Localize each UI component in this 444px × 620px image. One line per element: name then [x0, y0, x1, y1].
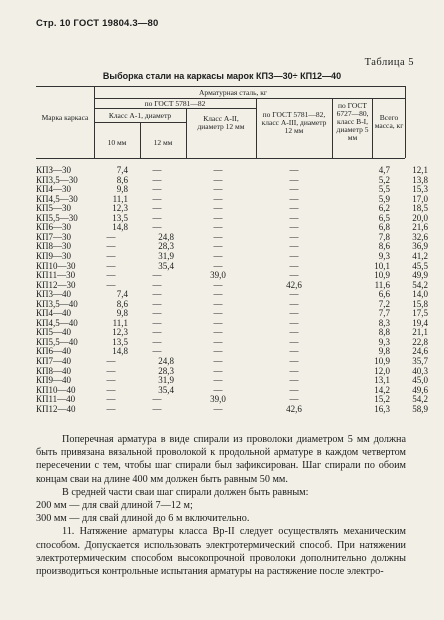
table-cell: 36,9 [412, 241, 428, 252]
table-cell: 8,8 [378, 327, 390, 338]
table-row [36, 203, 428, 214]
table-row [36, 298, 428, 309]
cell-mark: КП3,5—30 [36, 174, 78, 185]
table-row [36, 270, 428, 281]
cell-mark: КП4—40 [36, 308, 72, 319]
col-d12: 12 мм [153, 138, 173, 147]
table-cell: — [213, 317, 223, 328]
table-cell: 12,0 [374, 365, 390, 376]
table-title: Выборка стали на каркасы марок КПЗ—30÷ КП12—40 [102, 71, 342, 81]
table-cell: 19,4 [412, 317, 428, 328]
cell-mark: КП11—40 [36, 394, 76, 405]
table-cell: — [152, 346, 162, 357]
paragraph: 11. Натяжение арматуры класса Вр-II следует осуществлять механическим способом. Допускается использовать электротермический способ. При натяжении электротермическим способом высокопрочной проволоки дополнительно должны производиться контрольные испытания арматуры на растяжение после электро- [36, 526, 406, 578]
table-row [36, 317, 428, 328]
table-cell: — [213, 241, 223, 252]
table-row [36, 346, 428, 357]
table-cell: 4,7 [378, 165, 390, 175]
table-cell: 24,8 [158, 231, 174, 242]
table-cell: 7,2 [378, 298, 390, 309]
table-cell: — [289, 336, 299, 347]
table-cell: — [152, 165, 162, 175]
table-cell: — [213, 193, 223, 204]
table-cell: — [213, 250, 223, 261]
cell-mark: КП4,5—30 [36, 193, 78, 204]
table-cell: — [289, 231, 299, 242]
table-cell: — [152, 403, 162, 414]
table-cell: 16,3 [374, 403, 390, 414]
table-cell: 5,9 [378, 193, 390, 204]
table-cell: 45,5 [412, 260, 428, 271]
table-cell: — [289, 260, 299, 271]
table-cell: — [213, 203, 223, 214]
table-row [36, 394, 428, 405]
table-row [36, 279, 428, 290]
table-cell: 45,0 [412, 375, 428, 386]
table-cell: — [106, 241, 116, 252]
table-cell: 39,0 [210, 270, 226, 281]
col-class-a1: Класс А-1, диаметр [108, 111, 172, 120]
cell-mark: КП10—30 [36, 260, 76, 271]
table-row [36, 260, 428, 271]
table-row [36, 231, 428, 242]
table-cell: — [152, 203, 162, 214]
cell-mark: КП11—30 [36, 270, 76, 281]
table-cell: 24,6 [412, 346, 428, 357]
table-cell: — [289, 193, 299, 204]
table-cell: — [152, 308, 162, 319]
table-cell: 6,6 [378, 289, 390, 300]
paragraph: Поперечная арматура в виде спирали из проволоки диаметром 5 мм должна быть привязана вязальной проволокой к продольной арматуре в каждом четвертом пересечении с тем, чтобы шаг спирали был зафиксирован. Шаг спирали по обоим концам сваи на длине 400 мм должен быть равным 50 мм. [36, 434, 406, 485]
table-row [36, 403, 428, 414]
table-cell: — [289, 356, 299, 366]
table-cell: 42,6 [286, 403, 302, 414]
table-cell: 21,1 [412, 327, 428, 338]
table-cell: 7,8 [378, 231, 390, 242]
table-row [36, 222, 428, 233]
table-cell: 9,8 [116, 308, 128, 319]
cell-mark: КП4—30 [36, 184, 72, 195]
table-cell: — [213, 212, 223, 223]
table-row [36, 336, 428, 347]
cell-mark: КП7—30 [36, 231, 72, 242]
table-cell: 5,5 [378, 184, 390, 195]
table-cell: 12,1 [412, 165, 428, 175]
table-cell: 22,8 [412, 336, 428, 347]
table-cell: — [289, 212, 299, 223]
table-cell: 14,8 [112, 346, 128, 357]
table-row [36, 375, 428, 386]
table-cell: 13,5 [112, 212, 128, 223]
table-cell: — [289, 270, 299, 281]
table-cell: — [106, 279, 116, 290]
paragraph: 200 мм — для свай длиной 7—12 м; [36, 500, 193, 512]
table-row [36, 193, 428, 204]
table-cell: — [213, 184, 223, 195]
cell-mark: КП3,5—40 [36, 298, 78, 309]
table-cell: — [152, 270, 162, 281]
cell-mark: КП6—40 [36, 346, 72, 357]
table-cell: 7,4 [116, 165, 128, 175]
table-cell: — [289, 241, 299, 252]
table-cell: — [213, 403, 223, 414]
table-cell: 17,5 [412, 308, 428, 319]
table-row [36, 241, 428, 252]
table-cell: 15,2 [374, 394, 390, 405]
table-cell: — [152, 193, 162, 204]
table-cell: — [213, 327, 223, 338]
table-cell: 5,2 [378, 174, 390, 185]
cell-mark: КП5—40 [36, 327, 72, 338]
table-cell: 21,6 [412, 222, 428, 233]
table-cell: — [213, 260, 223, 271]
cell-mark: КП9—30 [36, 250, 72, 261]
table-cell: 31,9 [158, 250, 174, 261]
table-cell: — [289, 203, 299, 214]
table-cell: 54,2 [412, 279, 428, 290]
table-cell: — [289, 375, 299, 386]
paragraph: 300 мм — для свай длиной до 6 м включительно. [36, 513, 250, 525]
table-cell: 35,4 [158, 384, 174, 395]
table-cell: — [152, 174, 162, 185]
table-cell: — [106, 250, 116, 261]
table-cell: — [289, 174, 299, 185]
table-cell: — [152, 222, 162, 233]
table-cell: — [152, 317, 162, 328]
table-cell: — [213, 365, 223, 376]
table-cell: — [106, 375, 116, 386]
table-cell: — [289, 184, 299, 195]
table-cell: — [152, 279, 162, 290]
table-cell: 39,0 [210, 394, 226, 405]
table-cell: 11,1 [112, 317, 128, 328]
table-cell: 13,1 [374, 375, 390, 386]
table-cell: 32,6 [412, 231, 428, 242]
cell-mark: КП12—30 [36, 279, 76, 290]
table-row [36, 174, 428, 185]
table-cell: — [152, 336, 162, 347]
table-cell: 31,9 [158, 375, 174, 386]
table-cell: — [289, 317, 299, 328]
table-cell: — [152, 289, 162, 300]
table-cell: — [213, 174, 223, 185]
table-cell: — [289, 327, 299, 338]
table-cell: 8,3 [378, 317, 390, 328]
cell-mark: КП10—40 [36, 384, 76, 395]
table-cell: — [213, 222, 223, 233]
table-cell: 11,1 [112, 193, 128, 204]
table-cell: 28,3 [158, 241, 174, 252]
table-cell: 8,6 [116, 174, 128, 185]
table-cell: 49,6 [412, 384, 428, 395]
table-cell: — [106, 403, 116, 414]
table-row [36, 327, 428, 338]
table-cell: — [289, 250, 299, 261]
table-cell: 14,2 [374, 384, 390, 395]
table-cell: — [213, 336, 223, 347]
table-row [36, 212, 428, 223]
table-cell: — [289, 365, 299, 376]
table-cell: 9,8 [378, 346, 390, 357]
table-cell: — [213, 289, 223, 300]
table-cell: — [289, 298, 299, 309]
col-gost5781: по ГОСТ 5781—82 [144, 99, 206, 108]
page-header: Стр. 10 ГОСТ 19804.3—80 [36, 18, 159, 29]
table-cell: — [152, 298, 162, 309]
table-cell: 35,7 [412, 356, 428, 366]
table-cell: — [289, 346, 299, 357]
table-cell: — [289, 222, 299, 233]
table-row [36, 308, 428, 319]
table-cell: — [289, 384, 299, 395]
table-cell: 10,1 [374, 260, 390, 271]
table-cell: — [289, 308, 299, 319]
table-cell: — [213, 165, 223, 175]
cell-mark: КП9—40 [36, 375, 72, 386]
table-cell: 58,9 [412, 403, 428, 414]
col-total: Всего масса, кг [374, 113, 404, 130]
table-row [36, 184, 428, 195]
cell-mark: КП6—30 [36, 222, 72, 233]
table-cell: — [289, 165, 299, 175]
table-cell: 40,3 [412, 365, 428, 376]
cell-mark: КП4,5—40 [36, 317, 78, 328]
table-cell: 6,2 [378, 203, 390, 214]
table-cell: 14,8 [112, 222, 128, 233]
table-cell: 8,6 [116, 298, 128, 309]
cell-mark: КП3—40 [36, 289, 72, 300]
table-cell: — [152, 212, 162, 223]
table-cell: 15,8 [412, 298, 428, 309]
col-a3: по ГОСТ 5781—82, класс А-III, диаметр 12 мм [261, 110, 327, 135]
col-armature: Арматурная сталь, кг [199, 88, 267, 97]
table-cell: — [106, 260, 116, 271]
table-cell: 49,9 [412, 270, 428, 281]
table-cell: — [213, 384, 223, 395]
table-row [36, 165, 428, 175]
table-cell: — [289, 289, 299, 300]
table-cell: 13,8 [412, 174, 428, 185]
table-cell: — [106, 270, 116, 281]
table-cell: — [106, 384, 116, 395]
table-cell: 8,6 [378, 241, 390, 252]
table-cell: — [213, 356, 223, 366]
table-cell: 20,0 [412, 212, 428, 223]
table-cell: 12,3 [112, 327, 128, 338]
table-cell: — [213, 279, 223, 290]
table-cell: 10,9 [374, 270, 390, 281]
cell-mark: КП5,5—40 [36, 336, 78, 347]
table-cell: 7,7 [378, 308, 390, 319]
table-row [36, 365, 428, 376]
table-row [36, 356, 428, 366]
table-cell: 15,3 [412, 184, 428, 195]
cell-mark: КПЗ—30 [36, 165, 72, 175]
table-cell: 24,8 [158, 356, 174, 366]
cell-mark: КП8—40 [36, 365, 72, 376]
table-cell: 9,8 [116, 184, 128, 195]
cell-mark: КП7—40 [36, 356, 72, 366]
table-cell: — [213, 375, 223, 386]
table-cell: 35,4 [158, 260, 174, 271]
table-cell: — [213, 231, 223, 242]
table-cell: — [106, 394, 116, 405]
col-mark: Марка каркаса [41, 113, 89, 122]
table-cell: — [152, 394, 162, 405]
col-a2: Класс А-II, диаметр 12 мм [197, 114, 245, 131]
table-cell: 13,5 [112, 336, 128, 347]
table-row [36, 250, 428, 261]
table-cell: 9,3 [378, 336, 390, 347]
paragraph: В средней части сваи шаг спирали должен быть равным: [62, 486, 309, 498]
table-cell: — [213, 346, 223, 357]
col-b1: по ГОСТ 6727—80, класс В-I, диаметр 5 мм [336, 101, 369, 142]
table-row [36, 384, 428, 395]
cell-mark: КП12—40 [36, 403, 76, 414]
table-cell: — [289, 394, 299, 405]
table-cell: 17,0 [412, 193, 428, 204]
table-cell: 6,8 [378, 222, 390, 233]
table-cell: — [106, 365, 116, 376]
table-number: Таблица 5 [364, 57, 414, 68]
cell-mark: КП5—30 [36, 203, 72, 214]
col-d10: 10 мм [107, 138, 127, 147]
table-cell: — [213, 298, 223, 309]
table-cell: 14,0 [412, 289, 428, 300]
table-cell: — [106, 356, 116, 366]
table-cell: — [152, 327, 162, 338]
table-cell: 6,5 [378, 212, 390, 223]
cell-mark: КП5,5—30 [36, 212, 78, 223]
table-row [36, 289, 428, 300]
cell-mark: КП8—30 [36, 241, 72, 252]
table-cell: 10,9 [374, 356, 390, 366]
table-cell: 9,3 [378, 250, 390, 261]
table-cell: 11,6 [374, 279, 390, 290]
table-cell: — [213, 308, 223, 319]
table-cell: 42,6 [286, 279, 302, 290]
table-cell: 28,3 [158, 365, 174, 376]
table-cell: 7,4 [116, 289, 128, 300]
table-cell: 41,2 [412, 250, 428, 261]
table-cell: 18,5 [412, 203, 428, 214]
table-cell: 54,2 [412, 394, 428, 405]
table-cell: — [152, 184, 162, 195]
table-cell: — [106, 231, 116, 242]
table-cell: 12,3 [112, 203, 128, 214]
body-text [36, 433, 406, 578]
